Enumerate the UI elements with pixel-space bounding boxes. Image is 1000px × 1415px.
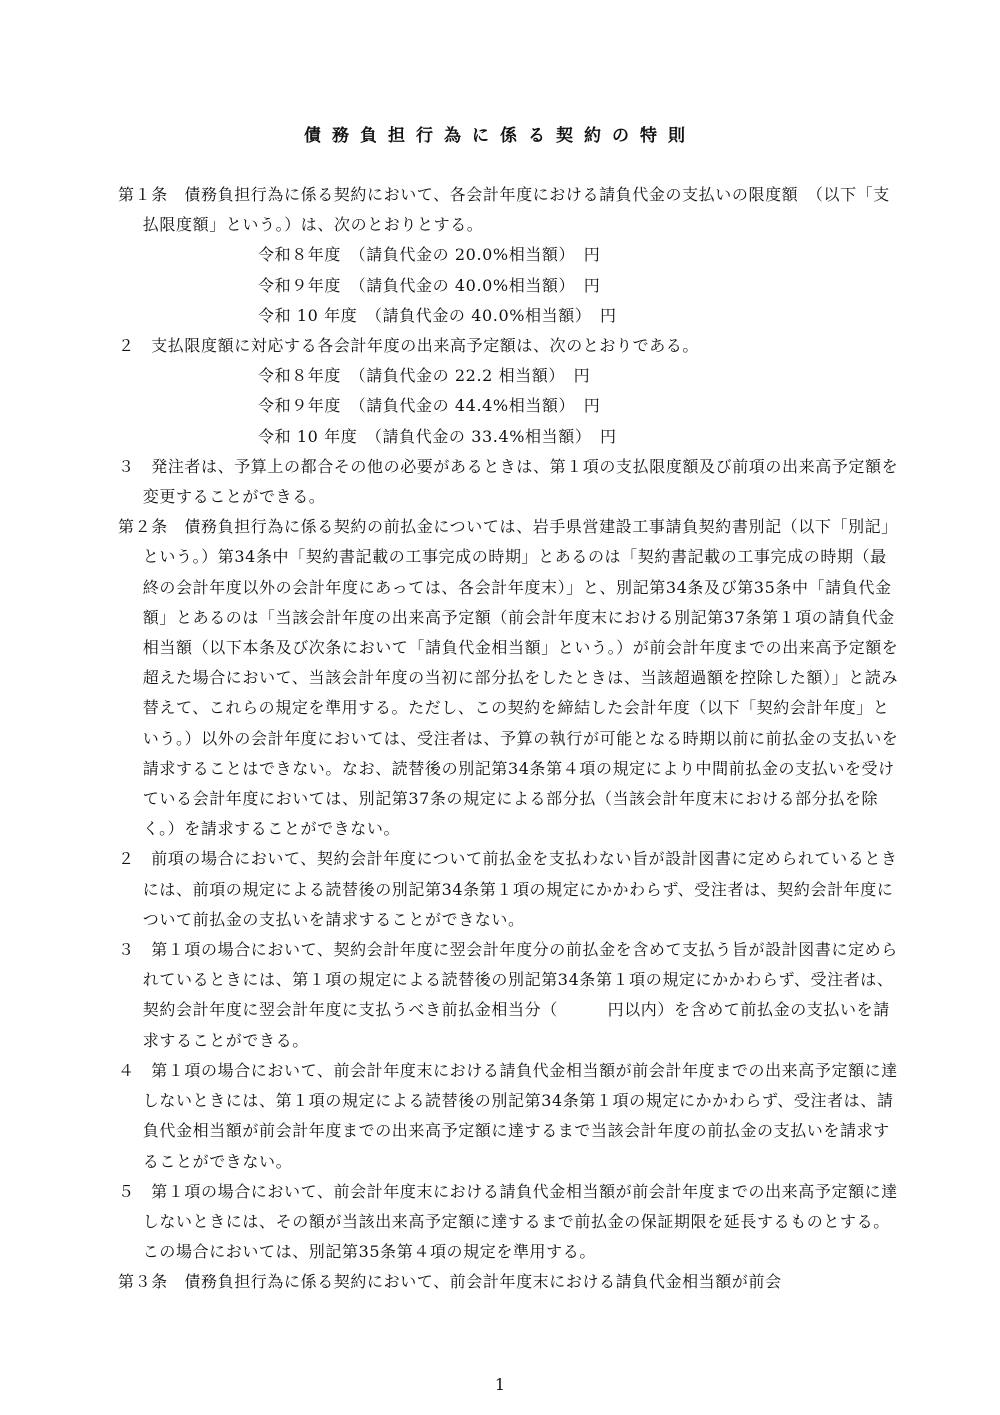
article-1-paragraph-2: ２ 支払限度額に対応する各会計年度の出来高予定額は、次のとおりである。 (118, 336, 700, 356)
forecast-r10: 令和 10 年度 （請負代金の 33.4%相当額） 円 (258, 426, 617, 446)
article-2-paragraph-5: ５ 第１項の場合において、前会計年度末における請負代金相当額が前会計年度までの出来高予定額に達しないときには、その額が当該出来高予定額に達するまで前払金の保証期限を延長するものとする。この場合においては、別記第35条第４項の規定を準用する。 (118, 1181, 898, 1262)
payment-limit-r10: 令和 10 年度 （請負代金の 40.0%相当額） 円 (258, 305, 617, 325)
article-3: 第３条 債務負担行為に係る契約において、前会計年度末における請負代金相当額が前会 (118, 1272, 782, 1292)
forecast-r8: 令和８年度 （請負代金の 22.2 相当額） 円 (258, 366, 591, 386)
page-number: 1 (494, 1375, 506, 1394)
article-1: 第１条 債務負担行為に係る契約において、各会計年度における請負代金の支払いの限度額 （以下「支払限度額」という。）は、次のとおりとする。 (118, 185, 890, 235)
document-title: 債務負担行為に係る契約の特則 (304, 126, 696, 146)
document-body (118, 180, 902, 1298)
payment-limit-r9: 令和９年度 （請負代金の 40.0%相当額） 円 (258, 275, 601, 295)
payment-limit-r8: 令和８年度 （請負代金の 20.0%相当額） 円 (258, 245, 601, 265)
article-2: 第２条 債務負担行為に係る契約の前払金については、岩手県営建設工事請負契約書別記（以下「別記」という。）第34条中「契約書記載の工事完成の時期」とあるのは「契約書記載の工事完成の時期（最終の会計年度以外の会計年度にあっては、各会計年度末）」と、別記第34条及び第35条中「請負代金額」とあるのは「当該会計年度の出来高予定額（前会計年度末における別記第37条第１項の請負代金相当額（以下本条及び次条において「請負代金相当額」という。）が前会計年度までの出来高予定額を超えた場合において、当該会計年度の当初に部分払をしたときは、当該超過額を控除した額）」と読み替えて、これらの規定を準用する。ただし、この契約を締結した会計年度（以下「契約会計年度」という。）以外の会計年度においては、受注者は、予算の執行が可能となる時期以前に前払金の支払いを請求することはできない。なお、読替後の別記第34条第４項の規定により中間前払金の支払いを受けている会計年度においては、別記第37条の規定による部分払（当該会計年度末における部分払を除く。）を請求することができない。 (118, 517, 899, 839)
article-1-paragraph-3: ３ 発注者は、予算上の都合その他の必要があるときは、第１項の支払限度額及び前項の出来高予定額を変更することができる。 (118, 456, 899, 507)
article-2-paragraph-4: ４ 第１項の場合において、前会計年度末における請負代金相当額が前会計年度までの出来高予定額に達しないときには、第１項の規定による読替後の別記第34条第１項の規定にかかわらず、受注者は、請負代金相当額が前会計年度までの出来高予定額に達するまで当該会計年度の前払金の支払いを請求することができない。 (118, 1060, 898, 1171)
article-2-paragraph-3: ３ 第１項の場合において、契約会計年度に翌会計年度分の前払金を含めて支払う旨が設計図書に定められているときには、第１項の規定による読替後の別記第34条第１項の規定にかかわらず、受注者は、契約会計年度に翌会計年度に支払うべき前払金相当分（ 円以内）を含めて前払金の支払いを請求することができる。 (118, 940, 898, 1050)
article-2-paragraph-2: ２ 前項の場合において、契約会計年度について前払金を支払わない旨が設計図書に定められているときには、前項の規定による読替後の別記第34条第１項の規定にかかわらず、受注者は、契約会計年度について前払金の支払いを請求することができない。 (118, 849, 898, 929)
forecast-r9: 令和９年度 （請負代金の 44.4%相当額） 円 (258, 396, 601, 416)
